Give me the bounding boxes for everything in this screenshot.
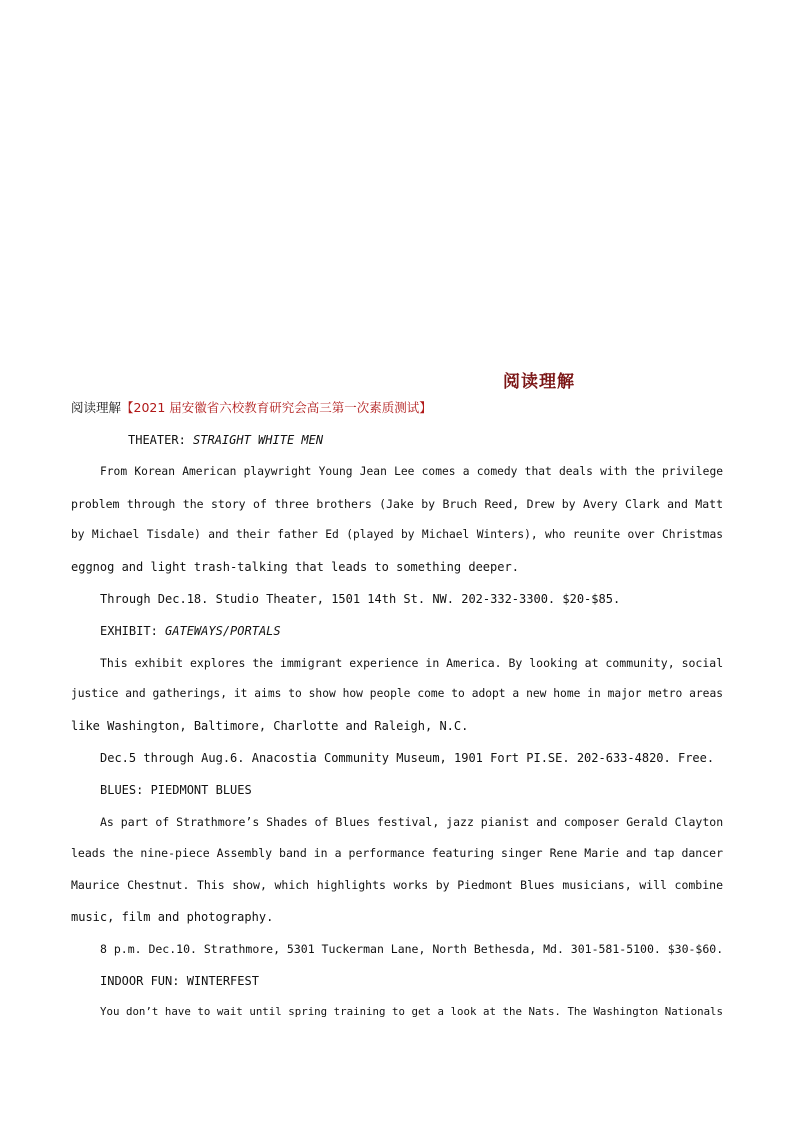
blues-desc-line: leads the nine-piece Assembly band in a performance featuring singer Rene Marie and tap dancer	[71, 846, 723, 861]
theater-desc-line: eggnog and light trash-talking that leads to something deeper.	[71, 560, 519, 575]
theater-name: STRAIGHT WHITE MEN	[193, 433, 324, 447]
theater-desc-line: From Korean American playwright Young Jean Lee comes a comedy that deals with the privilege	[100, 464, 723, 478]
theater-category: THEATER:	[128, 433, 194, 447]
exhibit-info: Dec.5 through Aug.6. Anacostia Community Museum, 1901 Fort PI.SE. 202-633-4820. Free.	[100, 750, 715, 765]
blues-heading: BLUES: PIEDMONT BLUES	[100, 782, 252, 797]
exhibit-desc-line: This exhibit explores the immigrant experience in America. By looking at community, social	[100, 655, 723, 670]
indoor-heading: INDOOR FUN: WINTERFEST	[100, 973, 259, 988]
exhibit-desc-line: justice and gatherings, it aims to show how people come to adopt a new home in major metro areas	[71, 687, 723, 701]
theater-desc-line: by Michael Tisdale) and their father Ed (played by Michael Winters), who reunite over Christmas	[71, 528, 723, 542]
blues-desc-line: music, film and photography.	[71, 909, 274, 924]
source-line	[71, 398, 432, 416]
theater-desc-line: problem through the story of three brothers (Jake by Bruch Reed, Drew by Avery Clark and Matt	[71, 496, 723, 511]
theater-heading	[71, 427, 723, 459]
blues-info: 8 p.m. Dec.10. Strathmore, 5301 Tuckerman Lane, North Bethesda, Md. 301-581-5100. $30-$60.	[100, 941, 723, 956]
indoor-desc-line: You don’t have to wait until spring training to get a look at the Nats. The Washington Nationals	[100, 1005, 723, 1019]
exhibit-heading	[71, 618, 723, 650]
exhibit-desc-line: like Washington, Baltimore, Charlotte and Raleigh, N.C.	[71, 719, 469, 734]
blues-desc-line: As part of Strathmore’s Shades of Blues festival, jazz pianist and composer Gerald Clayton	[100, 814, 723, 829]
blues-desc-line: Maurice Chestnut. This show, which highlights works by Piedmont Blues musicians, will combine	[71, 878, 723, 893]
exhibit-category: EXHIBIT:	[100, 623, 166, 638]
source-label: 【2021 届安徽省六校教育研究会高三第一次素质测试】	[121, 400, 432, 415]
source-prefix: 阅读理解	[71, 400, 122, 415]
section-title: 阅读理解	[503, 372, 575, 392]
exhibit-name: GATEWAYS/PORTALS	[165, 623, 281, 638]
article-body	[71, 427, 723, 1031]
theater-info: Through Dec.18. Studio Theater, 1501 14th St. NW. 202-332-3300. $20-$85.	[100, 591, 621, 606]
